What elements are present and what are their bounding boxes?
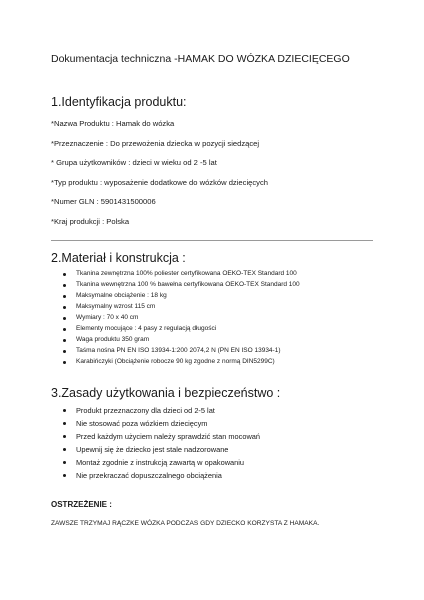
usage-item-text: Przed każdym użyciem należy sprawdzić stan mocowań — [76, 432, 261, 442]
material-item-text: Karabińczyki (Obciążenie robocze 90 kg zgodne z normą DIN5299C) — [76, 358, 275, 365]
material-item-text: Tkanina zewnętrzna 100% poliester certyfikowana OEKO-TEX Standard 100 — [76, 270, 297, 277]
material-item — [63, 325, 300, 333]
usage-item-text: Produkt przeznaczony dla dzieci od 2-5 lat — [76, 406, 215, 415]
bullet-icon — [63, 350, 66, 353]
usage-list — [63, 406, 260, 485]
usage-item-text: Montaż zgodnie z instrukcją zawartą w opakowaniu — [76, 458, 245, 468]
bullet-icon — [63, 317, 66, 320]
usage-item-text: Nie przekraczać dopuszczalnego obciążenia — [76, 471, 222, 481]
identification-item-type: *Typ produktu : wyposażenie dodatkowe do wózków dziecięcych — [51, 177, 268, 187]
section-divider — [51, 240, 373, 241]
usage-item — [63, 432, 260, 441]
usage-heading: 3.Zasady użytkowania i bezpieczeństwo : — [51, 386, 281, 400]
material-item — [63, 281, 300, 289]
bullet-icon — [63, 306, 66, 309]
bullet-icon — [63, 474, 66, 477]
material-item-text: Maksymalny wzrost 115 cm — [76, 303, 156, 310]
bullet-icon — [63, 448, 66, 451]
material-item — [63, 292, 300, 300]
bullet-icon — [63, 339, 66, 342]
material-item-text: Wymiary : 70 x 40 cm — [76, 314, 139, 321]
identification-heading: 1.Identyfikacja produktu: — [51, 95, 187, 109]
material-list — [63, 270, 300, 369]
material-item-text: Taśma nośna PN EN ISO 13934-1:200 2074,2 N (PN EN ISO 13934-1) — [76, 347, 281, 354]
bullet-icon — [63, 284, 66, 287]
identification-item-user-group: * Grupa użytkowników : dzieci w wieku od 2 -5 lat — [51, 158, 217, 168]
document-title: Dokumentacja techniczna -HAMAK DO WÓZKA DZIECIĘCEGO — [51, 53, 350, 65]
material-item — [63, 336, 300, 344]
usage-item — [63, 445, 260, 454]
material-item-text: Maksymalne obciążenie : 18 kg — [76, 292, 167, 299]
material-item — [63, 303, 300, 311]
usage-item-text: Nie stosować poza wózkiem dziecięcym — [76, 419, 208, 429]
usage-item — [63, 406, 260, 415]
bullet-icon — [63, 461, 66, 464]
material-item — [63, 270, 300, 278]
bullet-icon — [63, 361, 66, 364]
identification-item-country: *Kraj produkcji : Polska — [51, 216, 130, 226]
material-item-text: Waga produktu 350 gram — [76, 336, 150, 343]
warning-text: ZAWSZE TRZYMAJ RĄCZKE WÓZKA PODCZAS GDY DZIECKO KORZYSTA Z HAMAKA. — [51, 520, 320, 527]
identification-item-gln: *Numer GLN : 5901431500006 — [51, 197, 156, 207]
usage-item — [63, 471, 260, 480]
material-item-text: Tkanina wewnętrzna 100 % bawełna certyfikowana OEKO-TEX Standard 100 — [76, 281, 300, 288]
bullet-icon — [63, 328, 66, 331]
bullet-icon — [63, 422, 66, 425]
bullet-icon — [63, 295, 66, 298]
usage-item — [63, 458, 260, 467]
bullet-icon — [63, 409, 66, 412]
usage-item — [63, 419, 260, 428]
material-item — [63, 347, 300, 355]
identification-list — [51, 119, 268, 237]
material-item — [63, 358, 300, 366]
bullet-icon — [63, 273, 66, 276]
usage-item-text: Upewnij się że dziecko jest stale nadzorowane — [76, 445, 229, 455]
material-item — [63, 314, 300, 322]
warning-heading: OSTRZEŻENIE : — [51, 500, 112, 509]
material-heading: 2.Materiał i konstrukcja : — [51, 251, 186, 265]
identification-item-name: *Nazwa Produktu : Hamak do wózka — [51, 119, 175, 128]
material-item-text: Elementy mocujące : 4 pasy z regulacją długości — [76, 325, 217, 332]
bullet-icon — [63, 435, 66, 438]
identification-item-purpose: *Przeznaczenie : Do przewożenia dziecka w pozycji siedzącej — [51, 138, 260, 148]
